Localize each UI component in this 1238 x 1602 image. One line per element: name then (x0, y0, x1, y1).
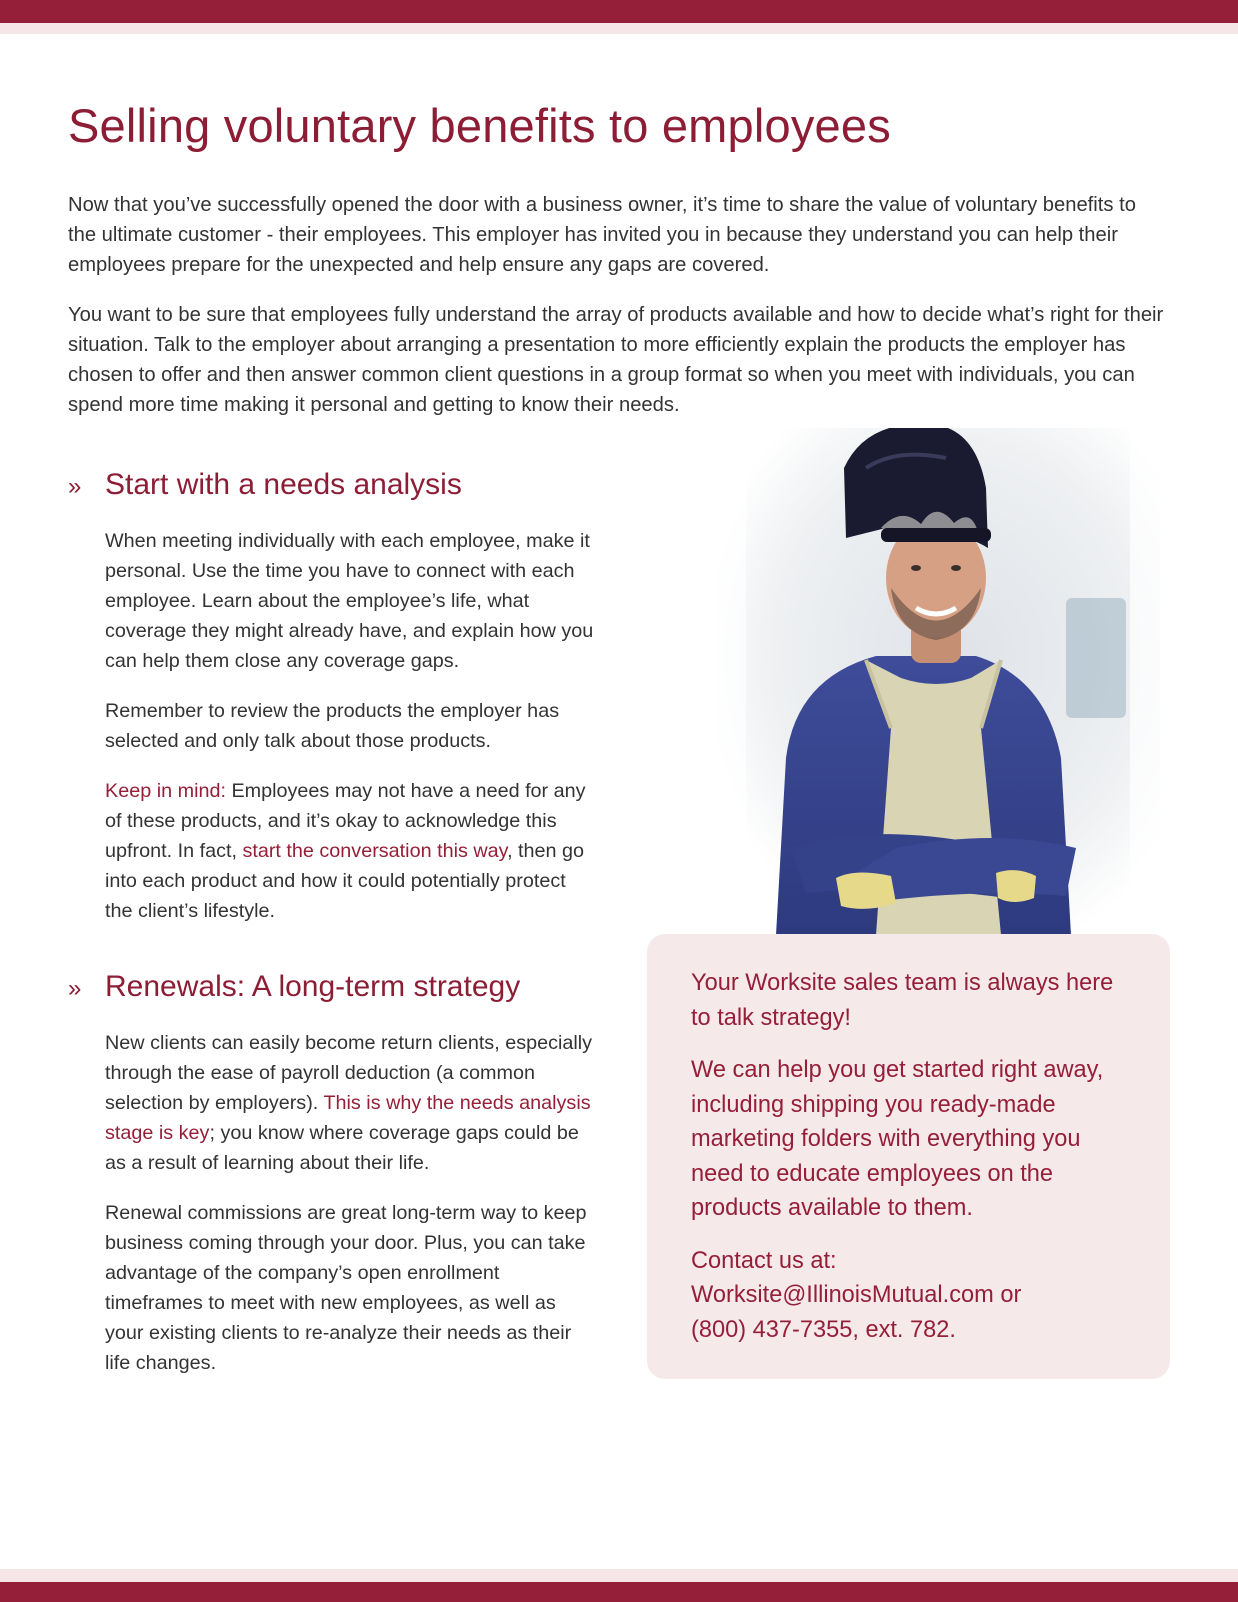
contact-info (691, 1244, 1126, 1348)
bottom-accent-stripe (0, 1569, 1238, 1582)
top-accent-bar (0, 0, 1238, 23)
highlight-phrase: This is why the needs analysis stage is key (105, 1092, 591, 1144)
highlight-phrase: start the conversation this way (242, 840, 508, 862)
section-paragraph: Renewal commissions are great long-term way to keep business coming through your door. Plus, you can take advantage of the company’s open enrollment timeframes to meet with new employees, as well as your existing clients to re-analyze their needs as their life changes. (105, 1202, 587, 1374)
page-title: Selling voluntary benefits to employees (68, 99, 891, 152)
section-paragraph (105, 1028, 595, 1178)
section-body (105, 526, 595, 926)
contact-phone: (800) 437-7355, ext. 782. (691, 1316, 956, 1343)
keep-in-mind-paragraph (105, 776, 595, 926)
section-title: Start with a needs analysis (105, 468, 462, 501)
callout-body: We can help you get started right away, including shipping you ready-made marketing folders with everything you need to educate employees on the products available to them. (691, 1057, 1104, 1221)
section-paragraph: Remember to review the products the employer has selected and only talk about those products. (105, 700, 560, 752)
bottom-accent-bar (0, 1582, 1238, 1602)
text-run: , then go into each product and how it could potentially protect the client’s lifestyle. (105, 840, 585, 922)
callout-intro: Your Worksite sales team is always here to talk strategy! (691, 970, 1114, 1031)
intro-paragraph-2: You want to be sure that employees fully understand the array of products available and how to decide what’s right for their situation. Talk to the employer about arranging a presentation to more efficiently explain the products the employer has chosen to offer and then answer common client questions in a group format so when you meet with individuals, you can spend more time making it personal and getting to know their needs. (68, 304, 1164, 416)
section-heading (68, 466, 608, 506)
intro-paragraph-1: Now that you’ve successfully opened the door with a business owner, it’s time to share the value of voluntary benefits to the ultimate customer - their employees. This employer has invited you in because they understand you can help their employees prepare for the unexpected and help ensure any gaps are covered. (68, 194, 1136, 276)
contact-callout (647, 934, 1170, 1379)
section-needs-analysis (68, 466, 608, 946)
contact-email: Worksite@IllinoisMutual.com or (691, 1282, 1022, 1308)
text-run: ; you know where coverage gaps could be as a result of learning about their life. (105, 1122, 579, 1174)
contact-label: Contact us at: (691, 1247, 837, 1274)
text-run: New clients can easily become return clients, especially through the ease of payroll deduction (a common selection by employers). (105, 1032, 593, 1114)
section-title: Renewals: A long-term strategy (105, 970, 521, 1003)
chevron-bullet-icon: » (68, 975, 82, 1002)
keep-in-mind-label: Keep in mind: (105, 780, 226, 802)
intro (68, 190, 1168, 440)
chevron-bullet-icon: » (68, 473, 82, 500)
top-accent-stripe (0, 23, 1238, 34)
section-heading (68, 968, 608, 1008)
welder-photo (716, 428, 1160, 935)
section-body (105, 1028, 595, 1378)
section-paragraph: When meeting individually with each employee, make it personal. Use the time you have to connect with each employee. Learn about the employee’s life, what coverage they might already have, and explain how you can help them close any coverage gaps. (105, 530, 594, 672)
text-run: Employees may not have a need for any of these products, and it’s okay to acknowledge this upfront. In fact, (105, 780, 586, 862)
section-renewals (68, 968, 608, 1398)
